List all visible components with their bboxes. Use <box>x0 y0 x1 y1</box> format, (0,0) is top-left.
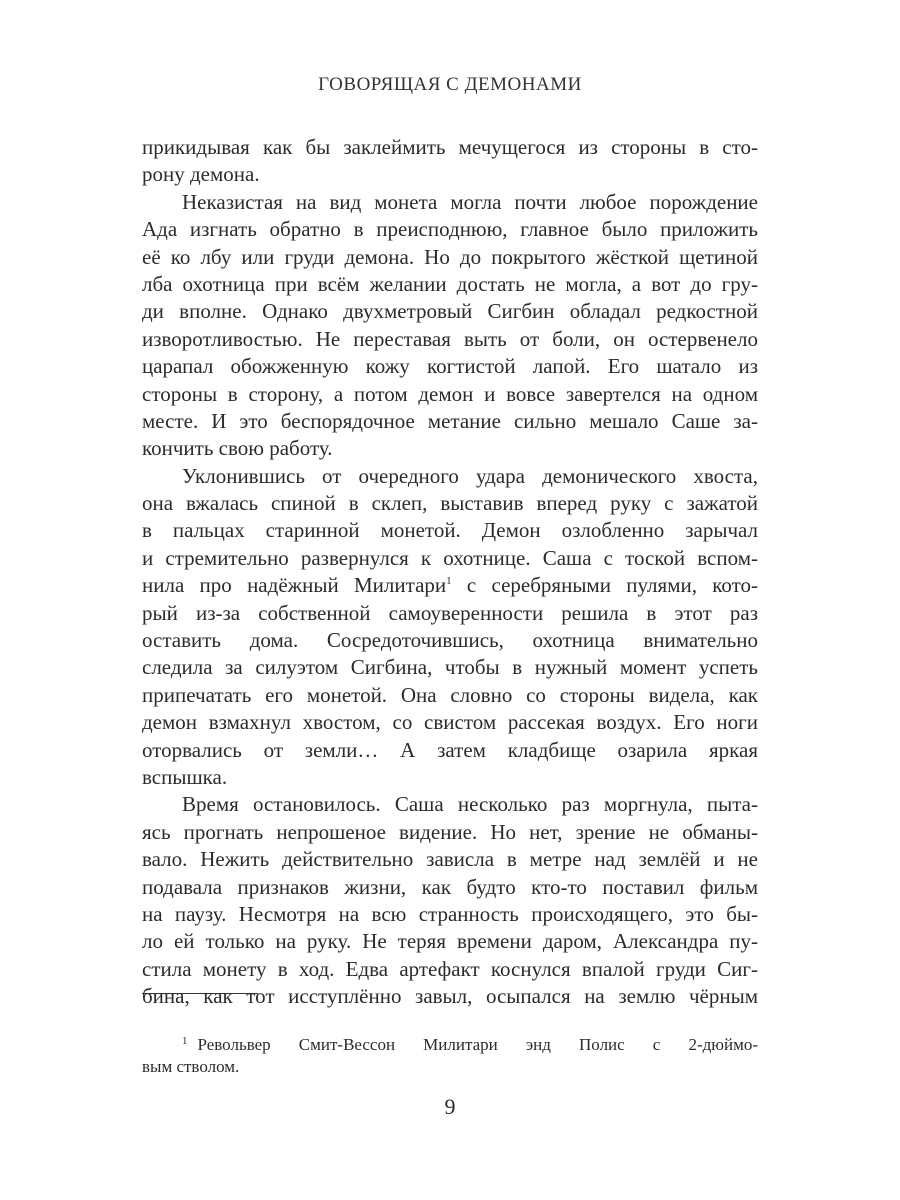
text-line: стила монету в ход. Едва артефакт коснулся впалой груди Сиг- <box>142 956 758 981</box>
text-line: царапал обожженную кожу когтистой лапой. Его шатало из <box>142 354 758 379</box>
body-text <box>142 134 758 1011</box>
paragraph <box>142 134 758 189</box>
text-line <box>142 572 758 599</box>
text-line: припечатать его монетой. Она словно со стороны видела, как <box>142 682 758 707</box>
text-line: её ко лбу или груди демона. Но до покрытого жёсткой щетиной <box>142 244 758 269</box>
text-line: она вжалась спиной в склеп, выставив вперед руку с зажатой <box>142 491 758 516</box>
footnote-separator <box>142 993 258 994</box>
footnote-line: вым стволом. <box>142 1057 240 1076</box>
paragraph <box>142 463 758 792</box>
text-segment: нила про надёжный Милитари <box>142 573 447 598</box>
text-line: рый из-за собственной самоуверенности решила в этот раз <box>142 600 758 625</box>
text-line: оставить дома. Сосредоточившись, охотница внимательно <box>142 628 758 653</box>
text-segment: с серебряными пулями, кото- <box>451 573 758 598</box>
text-line: ясь прогнать непрошеное видение. Но нет, зрение не обманы- <box>142 819 758 844</box>
text-line: Неказистая на вид монета могла почти любое порождение <box>182 189 758 214</box>
text-line: Время остановилось. Саша несколько раз моргнула, пыта- <box>182 792 758 817</box>
footnote-line <box>142 1028 758 1054</box>
footnote-text: Револьвер Смит-Вессон Милитари энд Полис с 2-дюймо- <box>197 1035 758 1054</box>
text-line: рону демона. <box>142 162 260 187</box>
text-line: бина, как тот исступлённо завыл, осыпался на землю чёрным <box>142 984 758 1009</box>
text-line: следила за силуэтом Сигбина, чтобы в нужный момент успеть <box>142 655 758 680</box>
paragraph <box>142 791 758 1010</box>
text-line: вало. Нежить действительно зависла в метре над землёй и не <box>142 847 758 872</box>
text-line: ло ей только на руку. Не теряя времени даром, Александра пу- <box>142 929 758 954</box>
text-line: Уклонившись от очередного удара демонического хвоста, <box>182 463 758 488</box>
text-line: месте. И это беспорядочное метание сильно мешало Саше за- <box>142 408 758 433</box>
text-line: подавала признаков жизни, как будто кто-то поставил фильм <box>142 874 758 899</box>
text-line: лба охотница при всём желании достать не могла, а вот до гру- <box>142 271 758 296</box>
text-line: на паузу. Несмотря на всю странность происходящего, это бы- <box>142 901 758 926</box>
page-number: 9 <box>444 1094 456 1119</box>
footnote-reference[interactable]: 1 <box>446 575 452 588</box>
text-line: кончить свою работу. <box>142 436 333 461</box>
text-line: прикидывая как бы заклеймить мечущегося из стороны в сто- <box>142 135 758 159</box>
text-line: и стремительно развернулся к охотнице. Саша с тоской вспом- <box>142 545 758 570</box>
text-line: в пальцах старинной монетой. Демон озлобленно зарычал <box>142 518 758 543</box>
text-line: Ада изгнать обратно в преисподнюю, главное было приложить <box>142 217 758 242</box>
footnote-mark: 1 <box>182 1035 188 1047</box>
paragraph <box>142 189 758 463</box>
text-line: ди вполне. Однако двухметровый Сигбин обладал редкостной <box>142 299 758 324</box>
footnote <box>142 1028 758 1080</box>
text-line: вспышка. <box>142 764 228 789</box>
text-line: стороны в сторону, а потом демон и вовсе завертелся на одном <box>142 381 758 406</box>
text-line: демон взмахнул хвостом, со свистом рассекая воздух. Его ноги <box>142 710 758 735</box>
text-line: изворотливостью. Не переставая выть от боли, он остервенело <box>142 326 758 351</box>
text-line: оторвались от земли… А затем кладбище озарила яркая <box>142 737 758 762</box>
running-header: ГОВОРЯЩАЯ С ДЕМОНАМИ <box>318 74 582 95</box>
